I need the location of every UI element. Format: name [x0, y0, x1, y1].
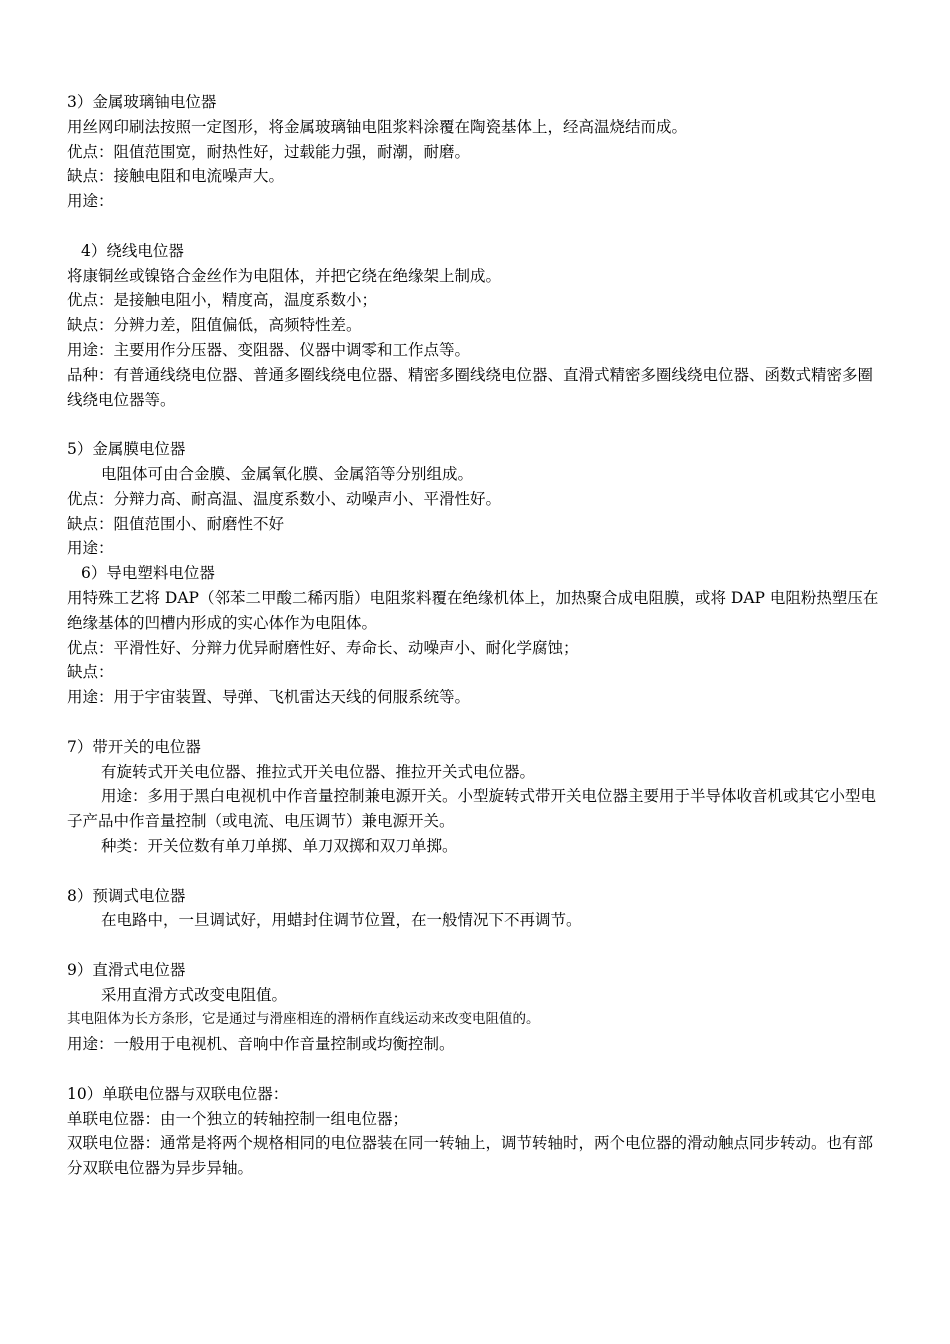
- section-title: 4）绕线电位器: [81, 241, 184, 260]
- document-page: [67, 90, 887, 1181]
- advantages: 优点：平滑性好、分辩力优异耐磨性好、寿命长、动噪声小、耐化学腐蚀；: [67, 638, 579, 657]
- types: 种类：开关位数有单刀单掷、单刀双掷和双刀单掷。: [101, 836, 458, 855]
- varieties: 品种：有普通线绕电位器、普通多圈线绕电位器、精密多圈线绕电位器、直滑式精密多圈线绕电位器、函数式精密多圈线绕电位器等。: [67, 365, 874, 409]
- section-switch-potentiometer: [67, 735, 887, 859]
- section-conductive-plastic-potentiometer: [67, 561, 887, 710]
- advantages: 优点：分辩力高、耐高温、温度系数小、动噪声小、平滑性好。: [67, 489, 502, 508]
- spacer: [67, 1057, 887, 1082]
- usage: 用途：: [67, 539, 114, 558]
- spacer: [67, 412, 887, 437]
- description: 在电路中，一旦调试好，用蜡封住调节位置，在一般情况下不再调节。: [101, 911, 582, 930]
- section-title: 8）预调式电位器: [67, 886, 186, 905]
- advantages: 优点：是接触电阻小，精度高，温度系数小；: [67, 291, 378, 310]
- disadvantages: 缺点：阻值范围小、耐磨性不好: [67, 514, 285, 533]
- section-wirewound-potentiometer: [67, 239, 887, 413]
- section-slide-potentiometer: [67, 958, 887, 1057]
- dual-gang-description: 双联电位器：通常是将两个规格相同的电位器装在同一转轴上，调节转轴时，两个电位器的滑动触点同步转动。也有部分双联电位器为异步异轴。: [67, 1134, 874, 1178]
- description: 有旋转式开关电位器、推拉式开关电位器、推拉开关式电位器。: [101, 762, 536, 781]
- section-title: 5）金属膜电位器: [67, 440, 186, 459]
- description: 电阻体可由合金膜、金属氧化膜、金属箔等分别组成。: [101, 464, 474, 483]
- section-title: 7）带开关的电位器: [67, 737, 201, 756]
- spacer: [67, 933, 887, 958]
- structure-note: 其电阻体为长方条形，它是通过与滑座相连的滑柄作直线运动来改变电阻值的。: [67, 1011, 540, 1028]
- spacer: [67, 710, 887, 735]
- section-metal-film-potentiometer: [67, 437, 887, 561]
- disadvantages: 缺点：分辨力差，阻值偏低，高频特性差。: [67, 316, 362, 335]
- advantages: 优点：阻值范围宽，耐热性好，过载能力强，耐潮，耐磨。: [67, 142, 471, 161]
- description: 采用直滑方式改变电阻值。: [101, 985, 288, 1004]
- description: 将康铜丝或镍铬合金丝作为电阻体，并把它绕在绝缘架上制成。: [67, 266, 502, 285]
- single-gang-description: 单联电位器：由一个独立的转轴控制一组电位器；: [67, 1109, 409, 1128]
- description: 用丝网印刷法按照一定图形，将金属玻璃铀电阻浆料涂覆在陶瓷基体上，经高温烧结而成。: [67, 117, 688, 136]
- disadvantages: 缺点：: [67, 663, 114, 682]
- section-single-dual-potentiometer: [67, 1082, 887, 1181]
- usage: 用途：多用于黑白电视机中作音量控制兼电源开关。小型旋转式带开关电位器主要用于半导体收音机或其它小型电子产品中作音量控制（或电流、电压调节）兼电源开关。: [67, 787, 877, 831]
- usage: 用途：用于宇宙装置、导弹、飞机雷达天线的伺服系统等。: [67, 688, 471, 707]
- section-metal-glaze-potentiometer: [67, 90, 887, 214]
- section-title: 10）单联电位器与双联电位器：: [67, 1084, 289, 1103]
- usage: 用途：: [67, 192, 114, 211]
- section-title: 9）直滑式电位器: [67, 960, 186, 979]
- section-title: 3）金属玻璃铀电位器: [67, 93, 217, 111]
- usage: 用途：主要用作分压器、变阻器、仪器中调零和工作点等。: [67, 340, 471, 359]
- disadvantages: 缺点：接触电阻和电流噪声大。: [67, 167, 285, 186]
- section-title: 6）导电塑料电位器: [81, 564, 215, 583]
- spacer: [67, 859, 887, 884]
- section-preset-potentiometer: [67, 884, 887, 934]
- description: 用特殊工艺将 DAP（邻苯二甲酸二稀丙脂）电阻浆料覆在绝缘机体上，加热聚合成电阻膜，或将 DAP 电阻粉热塑压在绝缘基体的凹槽内形成的实心体作为电阻体。: [67, 588, 879, 632]
- usage: 用途：一般用于电视机、音响中作音量控制或均衡控制。: [67, 1035, 455, 1054]
- spacer: [67, 214, 887, 239]
